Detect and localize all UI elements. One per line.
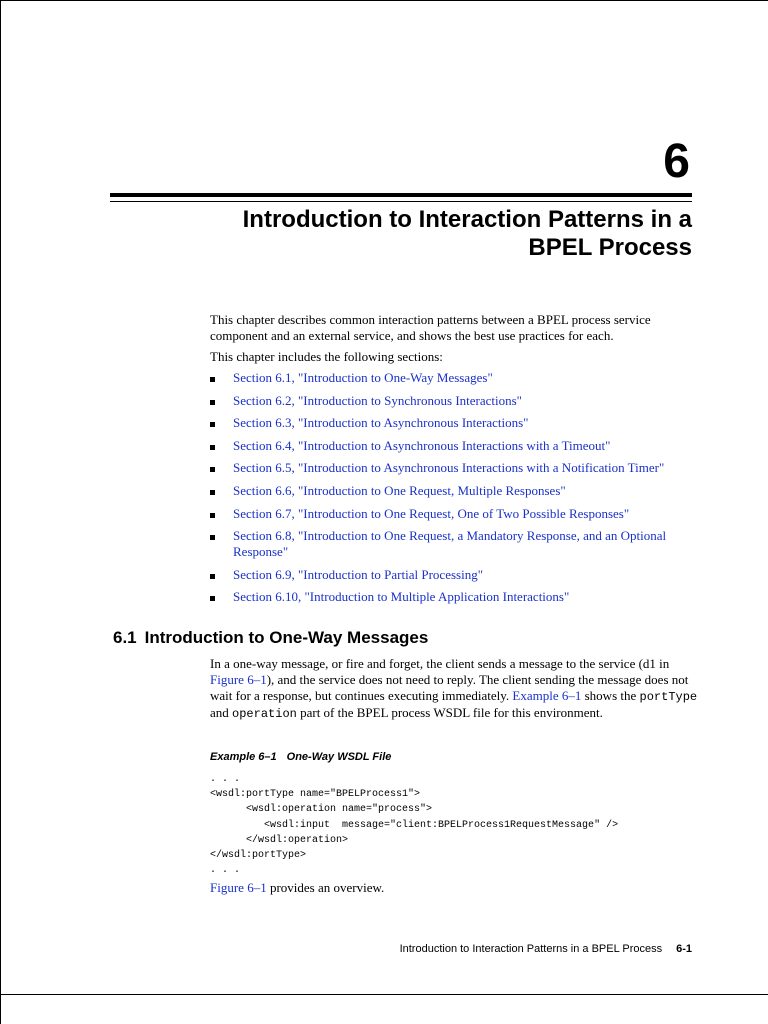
list-item — [210, 483, 700, 499]
paragraph-text: In a one-way message, or fire and forget, the client sends a message to the service (d1 in — [210, 656, 670, 671]
chapter-number: 6 — [663, 135, 690, 188]
bullet-icon — [210, 422, 215, 427]
code-term-operation: operation — [232, 707, 297, 721]
figure-link[interactable]: Figure 6–1 — [210, 672, 267, 687]
bullet-icon — [210, 535, 215, 540]
section-link[interactable]: Section 6.1, "Introduction to One-Way Messages" — [233, 370, 493, 385]
page-left-border — [0, 0, 1, 1024]
section-link[interactable]: Section 6.2, "Introduction to Synchronous Interactions" — [233, 392, 522, 408]
paragraph-text: shows the — [581, 688, 640, 703]
list-item — [210, 370, 700, 386]
section-link[interactable]: Section 6.10, "Introduction to Multiple Application Interactions" — [233, 589, 570, 605]
bullet-icon — [210, 377, 215, 382]
bullet-icon — [210, 400, 215, 405]
example-link[interactable]: Example 6–1 — [512, 688, 582, 703]
bullet-icon — [210, 467, 215, 472]
list-item — [210, 415, 700, 431]
section-heading — [113, 628, 428, 648]
overview-sentence — [210, 880, 700, 896]
section-link[interactable]: Section 6.6, "Introduction to One Request, Multiple Responses" — [233, 482, 566, 498]
paragraph-text: part of the BPEL process WSDL file for this environment. — [296, 705, 603, 720]
section-list — [210, 370, 700, 612]
section-title: Introduction to One-Way Messages — [144, 628, 429, 647]
list-item — [210, 506, 700, 522]
section-link[interactable]: Section 6.5, "Introduction to Asynchronous Interactions with a Notification Timer" — [233, 460, 665, 476]
section-link[interactable]: Section 6.4, "Introduction to Asynchronous Interactions with a Timeout" — [233, 437, 611, 453]
section-paragraph — [210, 656, 700, 722]
code-block: . . . <wsdl:portType name="BPELProcess1"> <wsdl:operation name="process"> <wsdl:input message="client:BPELProcess1RequestMessage" /> </wsdl:operation> </wsdl:portType> . . . — [210, 774, 619, 877]
example-caption — [210, 750, 391, 764]
list-item — [210, 393, 700, 409]
chapter-title — [132, 206, 692, 262]
bullet-icon — [210, 574, 215, 579]
chapter-rule-thin — [110, 201, 692, 202]
list-item — [210, 438, 700, 454]
list-item — [210, 460, 700, 476]
section-link[interactable]: Section 6.3, "Introduction to Asynchronous Interactions" — [233, 415, 529, 431]
example-title: One-Way WSDL File — [286, 751, 392, 763]
page-top-border — [0, 0, 768, 1]
list-item — [210, 589, 700, 605]
bullet-icon — [210, 445, 215, 450]
section-number: 6.1 — [113, 628, 137, 647]
overview-text: provides an overview. — [266, 880, 385, 895]
chapter-title-line1: Introduction to Interaction Patterns in a — [242, 206, 692, 233]
code-term-porttype: portType — [639, 690, 698, 704]
section-link[interactable]: Section 6.9, "Introduction to Partial Processing" — [233, 566, 483, 582]
chapter-rule-thick — [110, 193, 692, 197]
paragraph-text: ), and the service does not need to reply. The client sending the message does not wait for a response, but continues executing immediately. — [210, 672, 689, 703]
paragraph-text: and — [210, 705, 233, 720]
section-link[interactable]: Section 6.8, "Introduction to One Request, a Mandatory Response, and an Optional Response" — [233, 528, 667, 560]
intro-paragraph: This chapter describes common interaction patterns between a BPEL process service component and an external service, and shows the best use practices for each. — [210, 312, 651, 343]
footer-title: Introduction to Interaction Patterns in a BPEL Process — [399, 943, 663, 955]
page-number: 6-1 — [676, 943, 692, 955]
bullet-icon — [210, 596, 215, 601]
figure-link[interactable]: Figure 6–1 — [210, 880, 267, 895]
example-label: Example 6–1 — [210, 751, 277, 763]
chapter-title-line2: BPEL Process — [528, 234, 692, 261]
list-item — [210, 528, 700, 560]
bullet-icon — [210, 490, 215, 495]
list-item — [210, 567, 700, 583]
includes-sentence: This chapter includes the following sections: — [210, 349, 443, 364]
page-footer — [400, 942, 692, 956]
bullet-icon — [210, 513, 215, 518]
section-link[interactable]: Section 6.7, "Introduction to One Request, One of Two Possible Responses" — [233, 505, 630, 521]
page-bottom-border — [0, 994, 768, 995]
